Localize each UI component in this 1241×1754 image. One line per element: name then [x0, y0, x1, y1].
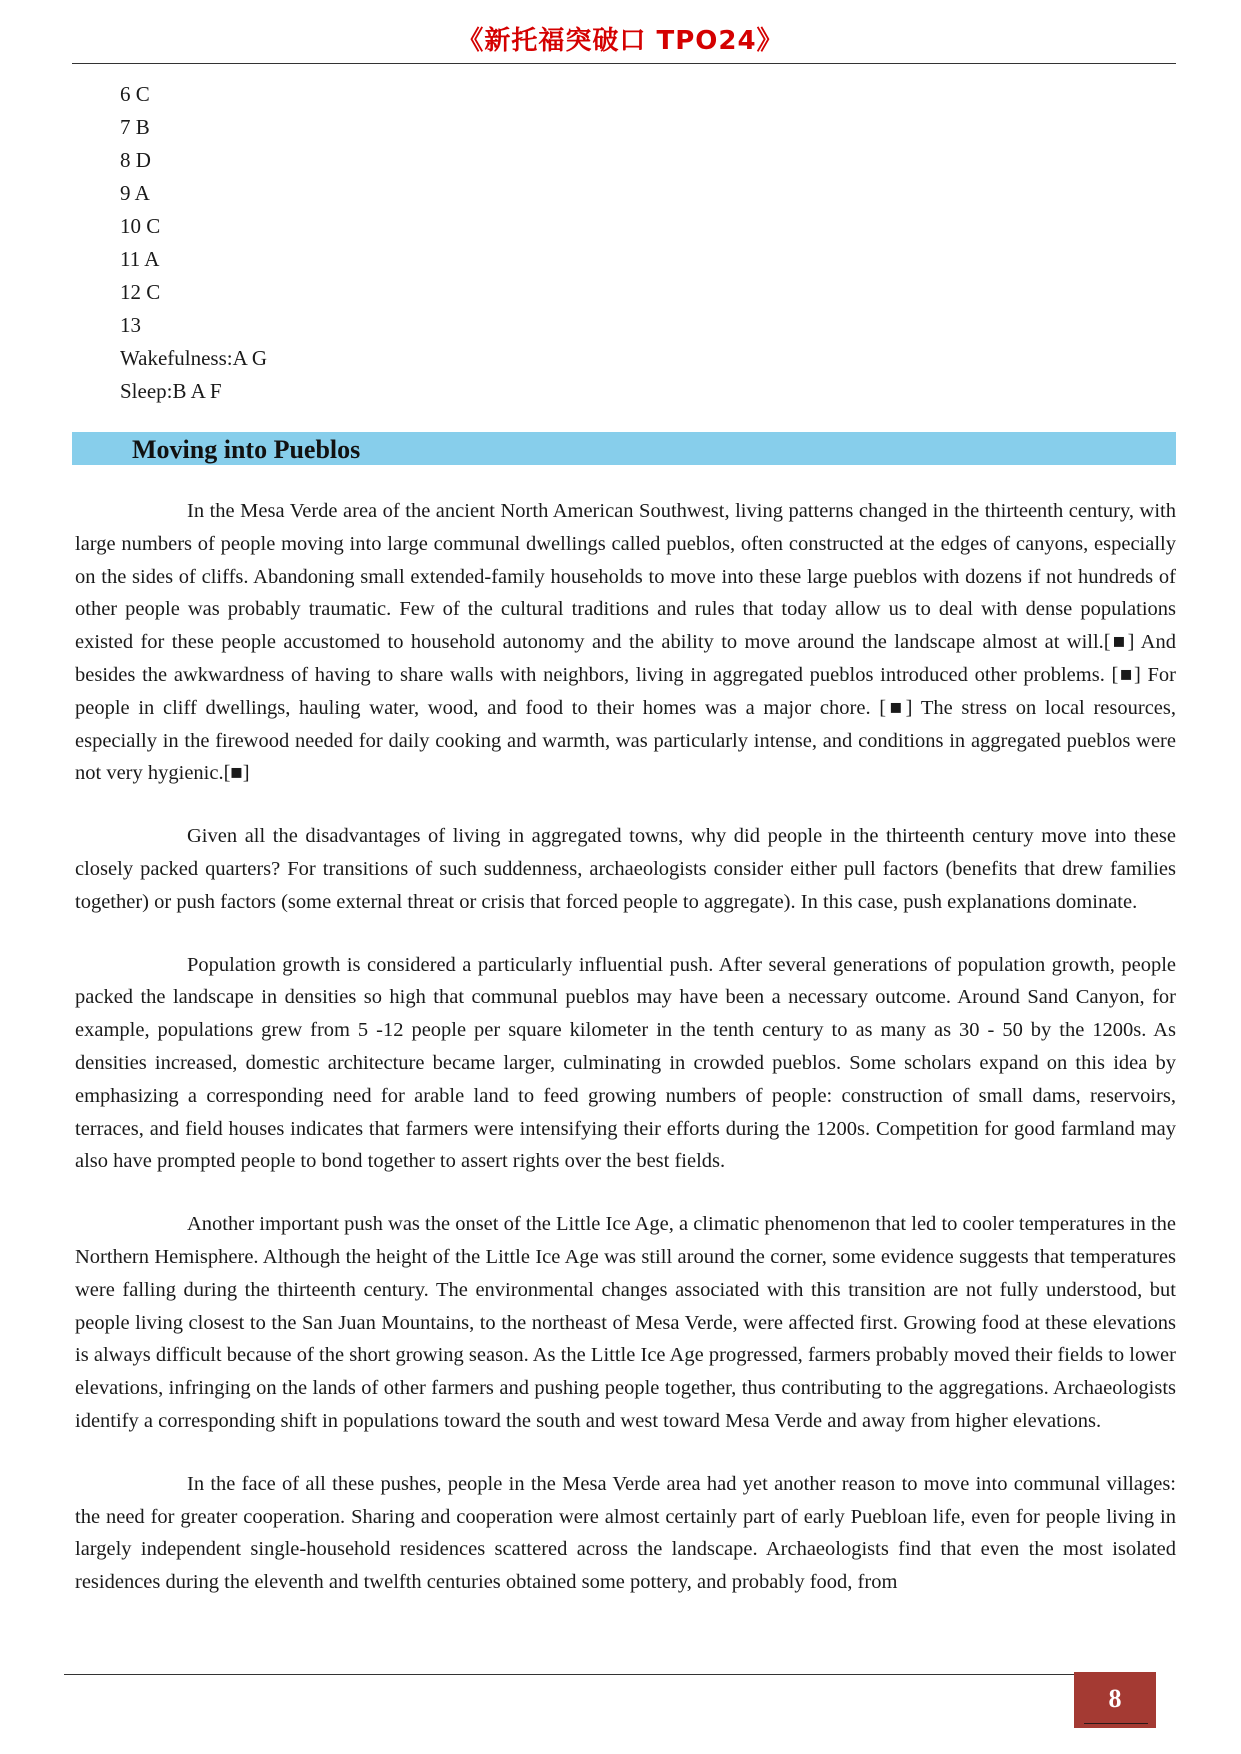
header-divider — [72, 63, 1176, 64]
header-title: 《新托福突破口 TPO24》 — [457, 26, 784, 56]
paragraph: In the Mesa Verde area of the ancient North American Southwest, living patterns changed in the thirteenth century, with large numbers of people moving into large communal dwellings called pueblos, often constructed at the edges of canyons, especially on the sides of cliffs. Abandoning small extended-family households to move into these large pueblos with dozens if not hundreds of other people was probably traumatic. Few of the cultural traditions and rules that today allow us to deal with dense populations existed for these people accustomed to household autonomy and the ability to move around the landscape almost at will.[■] And besides the awkwardness of having to share walls with neighbors, living in aggregated pueblos introduced other problems. [■] For people in cliff dwellings, hauling water, wood, and food to their homes was a major chore. [■] The stress on local resources, especially in the firewood needed for daily cooking and warmth, was particularly intense, and conditions in aggregated pueblos were not very hygienic.[■] — [75, 500, 1176, 785]
paragraph: Population growth is considered a particularly influential push. After several generations of population growth, people packed the landscape in densities so high that communal pueblos may have been a necessary outcome. Around Sand Canyon, for example, populations grew from 5 -12 people per square kilometer in the tenth century to as many as 30 - 50 by the 1200s. As densities increased, domestic architecture became larger, culminating in crowded pueblos. Some scholars expand on this idea by emphasizing a corresponding need for arable land to feed growing numbers of people: construction of small dams, reservoirs, terraces, and field houses indicates that farmers were intensifying their efforts during the 1200s. Competition for good farmland may also have prompted people to bond together to assert rights over the best fields. — [75, 953, 1176, 1173]
answer-item: 6 C — [120, 82, 150, 106]
answer-item: 11 A — [120, 247, 160, 271]
answer-item: 10 C — [120, 214, 161, 238]
answer-item: 7 B — [120, 115, 150, 139]
section-header-bar — [72, 432, 1176, 465]
section-title: Moving into Pueblos — [132, 435, 361, 464]
footer-divider — [64, 1674, 1084, 1675]
page-number: 8 — [1108, 1684, 1122, 1713]
answer-item: Wakefulness:A G — [120, 346, 268, 370]
paragraph: Another important push was the onset of the Little Ice Age, a climatic phenomenon that led to cooler temperatures in the Northern Hemisphere. Although the height of the Little Ice Age was still around the corner, some evidence suggests that temperatures were falling during the thirteenth century. The environmental changes associated with this transition are not fully understood, but people living closest to the San Juan Mountains, to the northeast of Mesa Verde, were affected first. Growing food at these elevations is always difficult because of the short growing season. As the Little Ice Age progressed, farmers probably moved their fields to lower elevations, infringing on the lands of other farmers and pushing people together, thus contributing to the aggregations. Archaeologists identify a corresponding shift in populations toward the south and west toward Mesa Verde and away from higher elevations. — [75, 1213, 1176, 1432]
answer-item: 13 — [120, 313, 141, 337]
paragraph: Given all the disadvantages of living in aggregated towns, why did people in the thirteenth century move into these closely packed quarters? For transitions of such suddenness, archaeologists consider either pull factors (benefits that drew families together) or push factors (some external threat or crisis that forced people to aggregate). In this case, push explanations dominate. — [75, 825, 1176, 913]
answer-item: 12 C — [120, 280, 161, 304]
answer-item: 8 D — [120, 148, 151, 172]
answer-item: 9 A — [120, 181, 150, 205]
answer-item: Sleep:B A F — [120, 379, 222, 403]
page-number-box — [1074, 1672, 1156, 1728]
answer-list — [120, 78, 267, 408]
page-number-underline — [1084, 1723, 1148, 1724]
passage-body — [75, 495, 1176, 1629]
paragraph: In the face of all these pushes, people in the Mesa Verde area had yet another reason to move into communal villages: the need for greater cooperation. Sharing and cooperation were almost certainly part of early Puebloan life, even for people living in largely independent single-household residences scattered across the landscape. Archaeologists find that even the most isolated residences during the eleventh and twelfth centuries obtained some pottery, and probably food, from — [75, 1472, 1176, 1594]
